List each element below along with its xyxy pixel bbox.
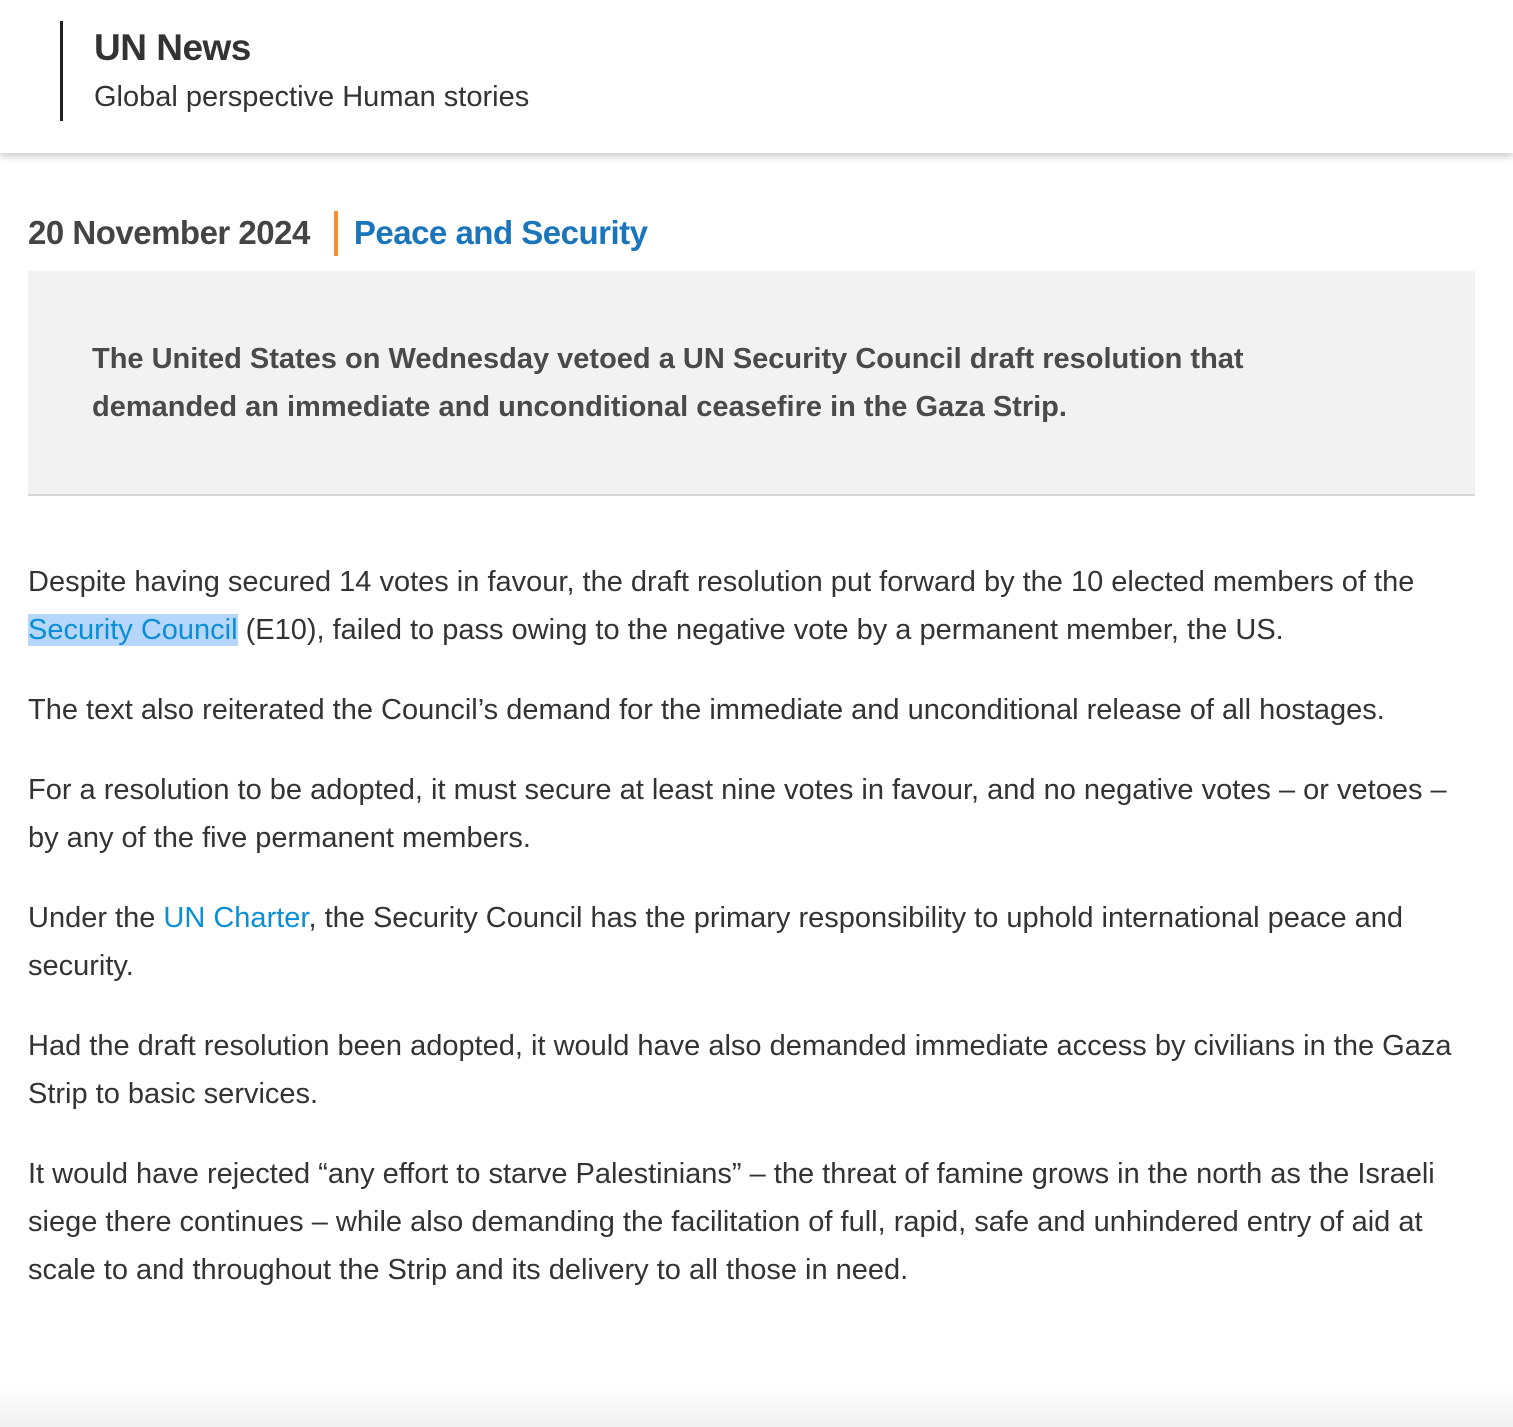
article-date: 20 November 2024 [28, 214, 310, 251]
topic-link[interactable]: Peace and Security [353, 214, 648, 251]
article-meta [28, 209, 648, 257]
meta-divider [334, 211, 338, 256]
site-title[interactable]: UN News [94, 27, 251, 68]
site-header [0, 0, 1513, 153]
paragraph-1 [28, 558, 1475, 654]
paragraph-4-text-a: Under the [28, 902, 164, 934]
paragraph-3: For a resolution to be adopted, it must secure at least nine votes in favour, and no negative votes – or vetoes – by any of the five permanent members. [28, 774, 1447, 854]
lead-summary: The United States on Wednesday vetoed a UN Security Council draft resolution that demanded an immediate and unconditional ceasefire in the Gaza Strip. [92, 343, 1244, 423]
lead-summary-box [28, 271, 1475, 496]
paragraph-4 [28, 894, 1475, 990]
paragraph-1-text-a: Despite having secured 14 votes in favour, the draft resolution put forward by the 10 elected members of the [28, 566, 1415, 598]
un-charter-link[interactable]: UN Charter [163, 902, 309, 934]
bottom-fade [0, 1387, 1513, 1427]
paragraph-2: The text also reiterated the Council’s demand for the immediate and unconditional release of all hostages. [28, 694, 1385, 726]
site-tagline: Global perspective Human stories [94, 81, 530, 113]
paragraph-5: Had the draft resolution been adopted, it would have also demanded immediate access by civilians in the Gaza Strip to basic services. [28, 1030, 1452, 1110]
article-body [28, 558, 1475, 1326]
brand-logo[interactable] [60, 21, 529, 121]
paragraph-6: It would have rejected “any effort to starve Palestinians” – the threat of famine grows in the north as the Israeli siege there continues – while also demanding the facilitation of full, rapid, safe and unhindered entry of aid at scale to and throughout the Strip and its delivery to all those in need. [28, 1158, 1435, 1286]
paragraph-4-text-b: , the Security Council has the primary responsibility to uphold international peace and security. [28, 902, 1404, 982]
paragraph-1-text-b: (E10), failed to pass owing to the negative vote by a permanent member, the US. [237, 614, 1284, 646]
security-council-link[interactable]: Security Council [28, 614, 238, 646]
